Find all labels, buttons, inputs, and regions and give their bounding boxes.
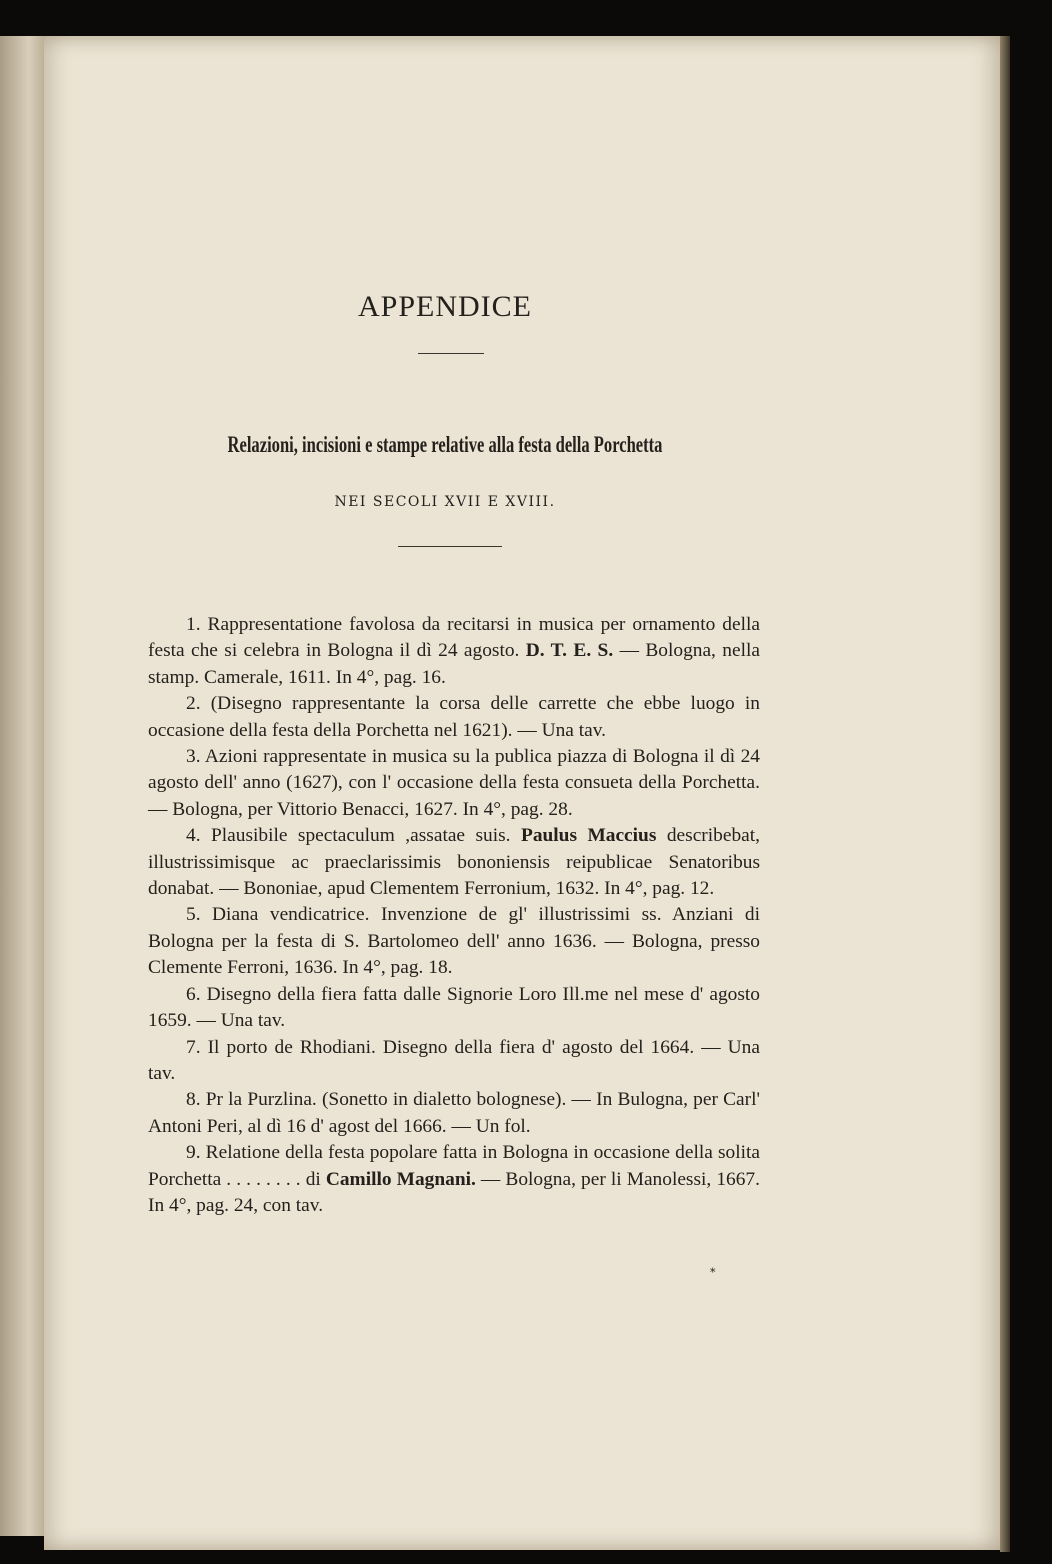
footnote-mark: * — [710, 1266, 716, 1279]
section-rule — [398, 546, 502, 547]
entry-author: Camillo Magnani. — [325, 1168, 476, 1190]
list-item: 1. Rappresentatione favolosa da recitarsi in musica per ornamento della festa che si celebra in Bologna il dì 24 agosto. D. T. E. S. — Bologna, nella stamp. Camerale, 1611. In 4°, pag. 16. — [148, 614, 760, 688]
list-item: 6. Disegno della fiera fatta dalle Signorie Loro Ill.me nel mese d' agosto 1659. — Una tav. — [148, 983, 760, 1032]
entry-author: D. T. E. S. — [525, 640, 614, 662]
bibliography-list — [148, 612, 760, 1219]
list-item: 7. Il porto de Rhodiani. Disegno della fiera d' agosto del 1664. — Una tav. — [148, 1036, 760, 1084]
list-item: 4. Plausibile spectaculum ,assatae suis. Paulus Maccius describebat, illustrissimisque ac praeclarissimis bononiensis reipublicae Senatoribus donabat. — Bononiae, apud Clementem Ferronium, 1632. In 4°, pag. 12. — [148, 825, 760, 900]
section-subtitle: Relazioni, incisioni e stampe relative alla festa della Porchetta — [227, 432, 663, 457]
list-item: 2. (Disegno rappresentante la corsa delle carrette che ebbe luogo in occasione della festa della Porchetta nel 1621). — Una tav. — [148, 693, 760, 741]
list-item: 3. Azioni rappresentate in musica su la publica piazza di Bologna il dì 24 agosto dell' anno (1627), con l' occasione della festa consueta della Porchetta. — Bologna, per Vittorio Benacci, 1627. In 4°, pag. 28. — [148, 746, 760, 820]
title-rule — [418, 353, 484, 354]
list-item: 5. Diana vendicatrice. Invenzione de gl' illustrissimi ss. Anziani di Bologna per la festa di S. Bartolomeo dell' anno 1636. — Bologna, presso Clemente Ferroni, 1636. In 4°, pag. 18. — [148, 904, 760, 979]
previous-page-edge — [0, 36, 48, 1536]
page-title: APPENDICE — [357, 290, 532, 323]
section-period: NEI SECOLI XVII E XVIII. — [334, 494, 556, 510]
entry-author: Paulus Maccius — [520, 825, 657, 847]
page-right-edge — [1000, 36, 1010, 1552]
list-item: 9. Relatione della festa popolare fatta in Bologna in occasione della solita Porchetta . . . . . . . . di Camillo Magnani. — Bologna, per li Manolessi, 1667. In 4°, pag. 24, con tav. — [148, 1142, 760, 1216]
list-item: 8. Pr la Purzlina. (Sonetto in dialetto bolognese). — In Bulogna, per Carl' Antoni Peri, al dì 16 d' agost del 1666. — Un fol. — [148, 1089, 760, 1137]
